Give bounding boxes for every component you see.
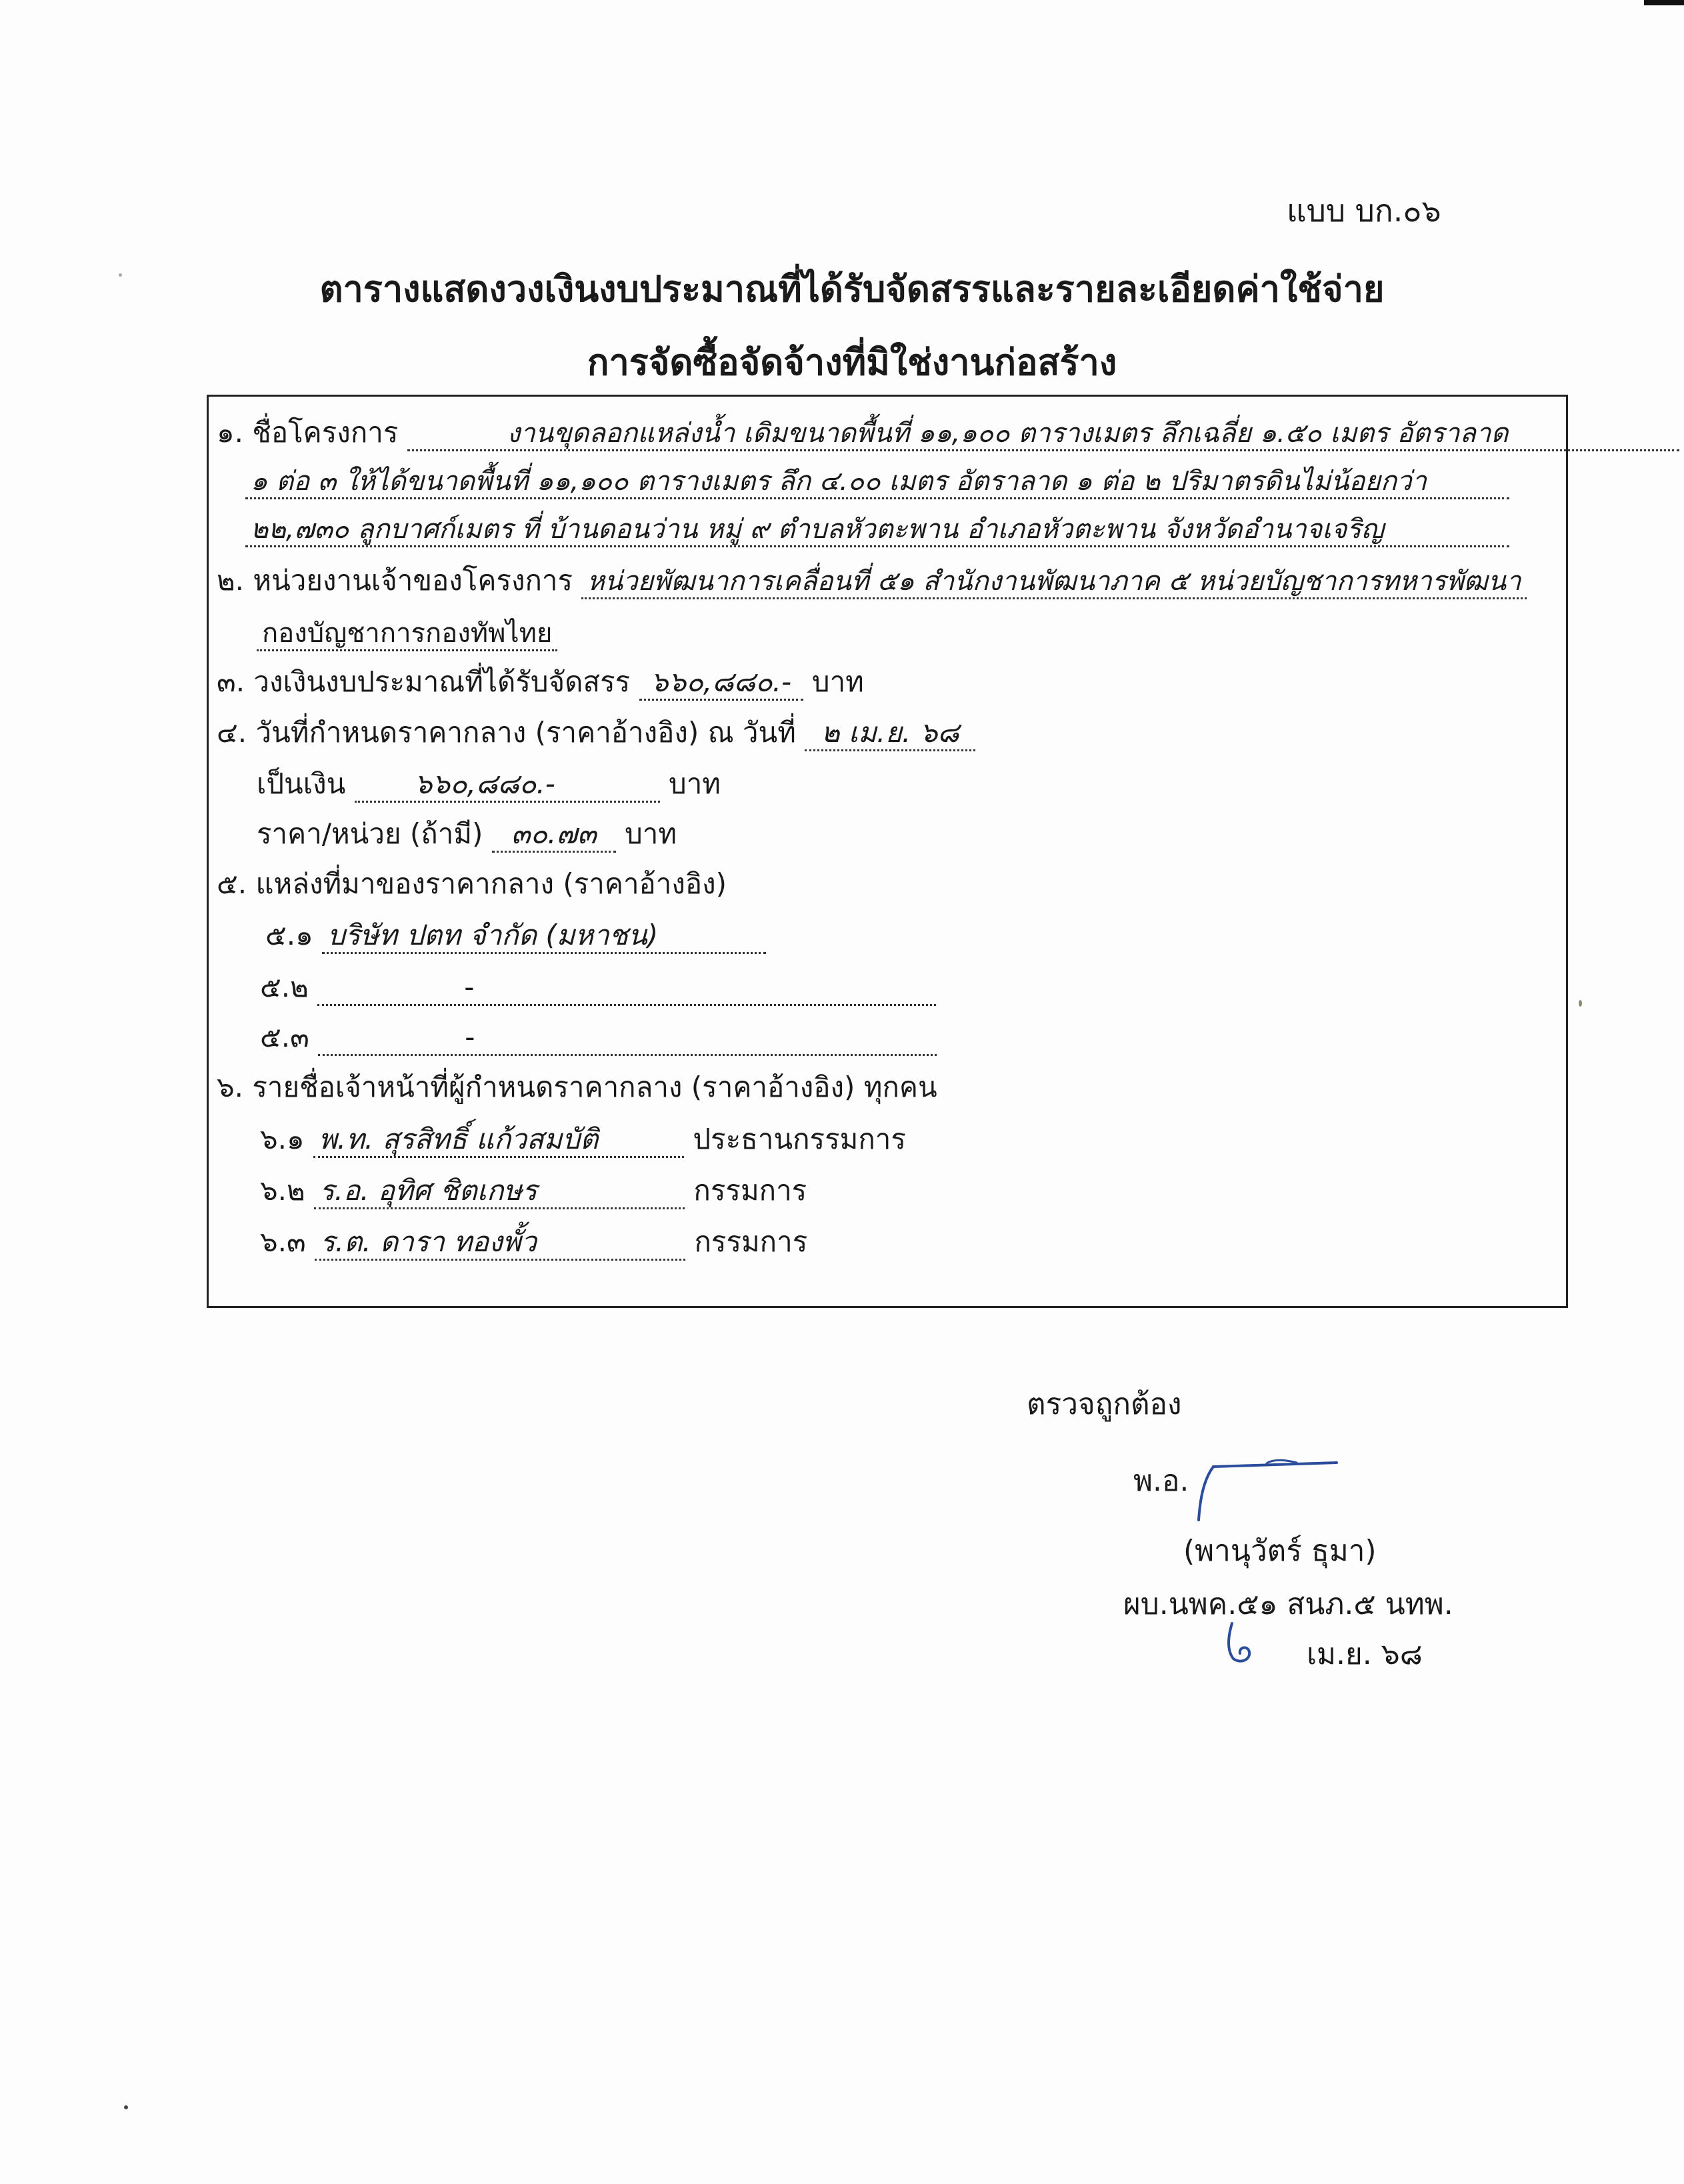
ref-date-value: ๒ เม.ย. ๖๘: [805, 719, 975, 751]
officer-row: [260, 1225, 808, 1261]
officer-role: กรรมการ: [693, 1174, 807, 1207]
scan-speck: [119, 273, 122, 277]
source-value: -: [317, 973, 936, 1006]
unit-price-value: ๓๐.๗๓: [492, 820, 616, 853]
officer-number: ๖.๑: [260, 1123, 305, 1155]
officer-role: ประธานกรรมการ: [693, 1123, 906, 1155]
amount-label: เป็นเงิน: [257, 767, 346, 800]
owner-row-2: [257, 619, 557, 651]
handwritten-day-mark: [1220, 1620, 1260, 1667]
scan-corner-mark: [1644, 0, 1684, 5]
amount-value: ๖๖๐,๘๘๐.-: [355, 770, 660, 803]
project-description-line1: งานขุดลอกแหล่งน้ำ เดิมขนาดพื้นที่ ๑๑,๑๐๐ ตารางเมตร ลึกเฉลี่ย ๑.๕๐ เมตร อัตราลาด: [407, 420, 1679, 451]
officer-row: [260, 1125, 906, 1158]
source-number: ๕.๑: [265, 919, 313, 951]
amount-unit: บาท: [669, 767, 721, 800]
owner-row-1: [217, 564, 1527, 599]
officer-name: ร.อ. อุทิศ ชิตเกษร: [314, 1177, 685, 1209]
source-row: [260, 973, 936, 1006]
owner-label: ๒. หน่วยงานเจ้าของโครงการ: [217, 564, 573, 597]
document-title-line1: ตารางแสดงวงเงินงบประมาณที่ได้รับจัดสรรและรายละเอียดค่าใช้จ่าย: [319, 268, 1385, 310]
source-number: ๕.๓: [260, 1021, 309, 1053]
signer-name: (พานุวัตร์ ธุมา): [1183, 1534, 1377, 1568]
unit-price-label: ราคา/หน่วย (ถ้ามี): [257, 817, 483, 850]
form-code: แบบ บก.๐๖: [1287, 193, 1441, 229]
unit-price-row: [257, 817, 677, 853]
amount-row: [257, 767, 721, 803]
officers-heading: ๖. รายชื่อเจ้าหน้าที่ผู้กำหนดราคากลาง (ราคาอ้างอิง) ทุกคน: [217, 1071, 937, 1103]
budget-label: ๓. วงเงินงบประมาณที่ได้รับจัดสรร: [217, 665, 631, 698]
handwritten-signature: [1187, 1453, 1347, 1527]
project-row-1: [217, 416, 1679, 451]
officer-number: ๖.๓: [260, 1225, 306, 1258]
owner-unit-line1: หน่วยพัฒนาการเคลื่อนที่ ๕๑ สำนักงานพัฒนาภาค ๕ หน่วยบัญชาการทหารพัฒนา: [581, 568, 1526, 599]
unit-price-unit: บาท: [625, 817, 677, 850]
budget-value: ๖๖๐,๘๘๐.-: [639, 668, 803, 701]
ref-date-row: [217, 716, 975, 751]
signer-rank: พ.อ.: [1133, 1464, 1189, 1498]
officer-row: [260, 1174, 807, 1209]
project-label: ๑. ชื่อโครงการ: [217, 416, 399, 449]
signer-position: ผบ.นพค.๕๑ สนภ.๕ นทพ.: [1123, 1587, 1453, 1621]
project-row-2: [245, 467, 1509, 499]
officer-number: ๖.๒: [260, 1174, 305, 1207]
budget-unit: บาท: [811, 665, 864, 698]
document-title-line2: การจัดซื้อจัดจ้างที่มิใช่งานก่อสร้าง: [587, 341, 1117, 383]
source-heading: ๕. แหล่งที่มาของราคากลาง (ราคาอ้างอิง): [217, 867, 727, 900]
verified-label: ตรวจถูกต้อง: [1027, 1387, 1182, 1421]
project-row-3: [245, 515, 1509, 547]
source-value: -: [318, 1023, 937, 1056]
scan-speck: [1579, 1000, 1582, 1007]
officer-role: กรรมการ: [694, 1225, 808, 1258]
source-row: [265, 921, 766, 954]
officer-name: ร.ต. ดารา ทองพั้ว: [315, 1228, 685, 1261]
project-description-line3: ๒๒,๗๓๐ ลูกบาศก์เมตร ที่ บ้านดอนว่าน หมู่ ๙ ตำบลหัวตะพาน อำเภอหัวตะพาน จังหวัดอำนาจเจริญ: [245, 516, 1509, 547]
scan-speck: [124, 2105, 128, 2109]
ref-date-label: ๔. วันที่กำหนดราคากลาง (ราคาอ้างอิง) ณ วันที่: [217, 716, 796, 749]
approval-date: เม.ย. ๖๘: [1307, 1637, 1423, 1671]
officer-name: พ.ท. สุรสิทธิ์ แก้วสมบัติ: [313, 1125, 684, 1158]
source-value: บริษัท ปตท จำกัด (มหาชน): [322, 921, 766, 954]
owner-unit-line2: กองบัญชาการกองทัพไทย: [257, 620, 557, 651]
source-number: ๕.๒: [260, 971, 309, 1003]
budget-row: [217, 665, 864, 701]
project-description-line2: ๑ ต่อ ๓ ให้ได้ขนาดพื้นที่ ๑๑,๑๐๐ ตารางเมตร ลึก ๔.๐๐ เมตร อัตราลาด ๑ ต่อ ๒ ปริมาตรดินไม่น้อยกว่า: [245, 468, 1509, 499]
source-row: [260, 1023, 937, 1056]
